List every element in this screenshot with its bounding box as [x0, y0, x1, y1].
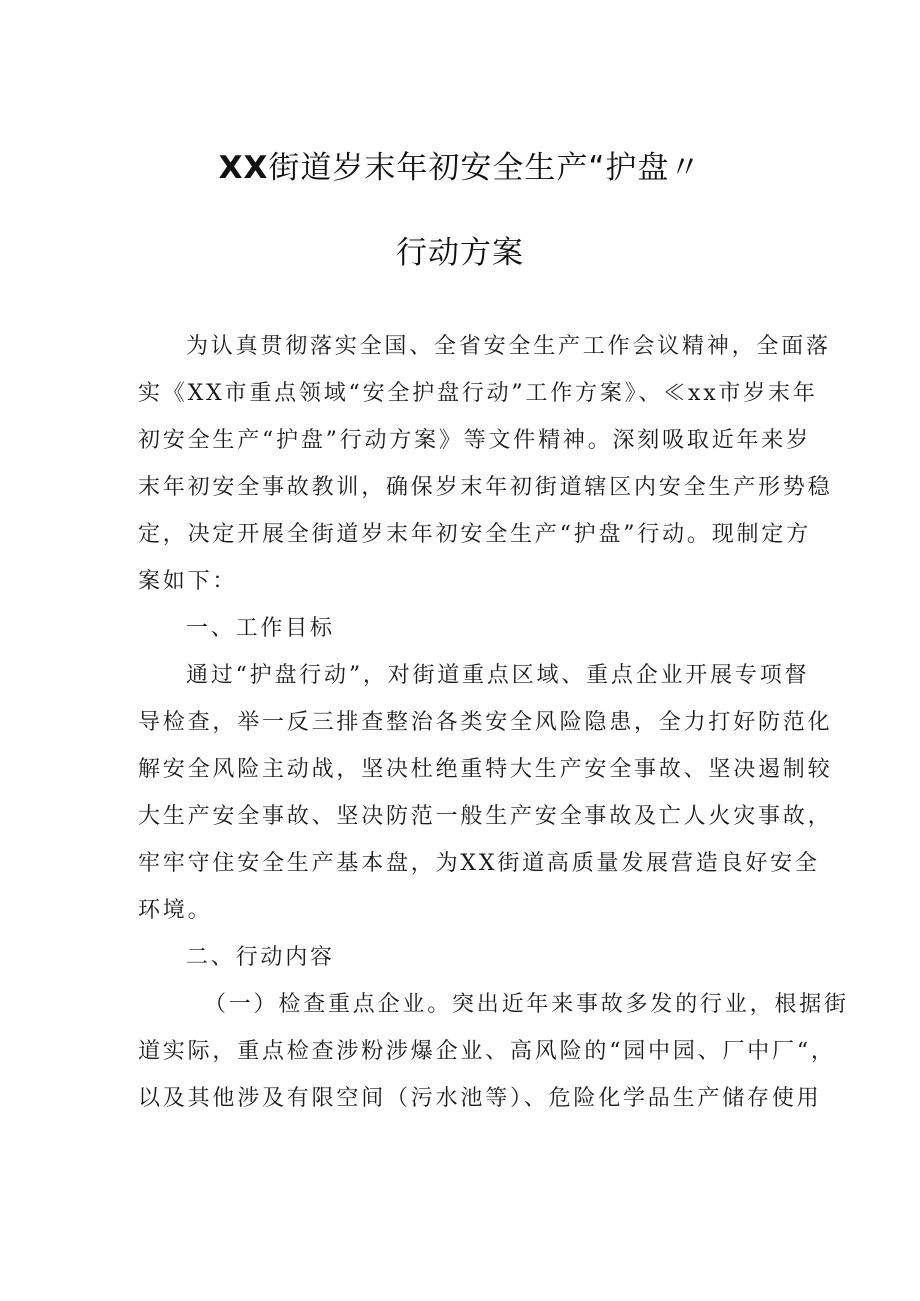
- section-heading-work-goals: 一、工作目标: [186, 616, 335, 641]
- paragraph-line: 牢牢守住安全生产基本盘，为XX街道高质量发展营造良好安全: [138, 851, 820, 876]
- document-title-line-1: [0, 142, 920, 187]
- paragraph-line: 解安全风险主动战，坚决杜绝重特大生产安全事故、坚决遏制较: [138, 757, 833, 782]
- paragraph-line: 大生产安全事故、坚决防范一般生产安全事故及亡人火灾事故，: [138, 804, 833, 829]
- title-prefix: XX: [218, 150, 269, 186]
- document-title-line-2: 行动方案: [396, 235, 524, 271]
- paragraph-line: 实《XX市重点领域“安全护盘行动”工作方案》、≪xx市岁末年: [138, 381, 818, 406]
- paragraph-line: （一）检查重点企业。突出近年来事故多发的行业，根据街: [204, 992, 849, 1017]
- section-heading-action-content: 二、行动内容: [186, 945, 335, 970]
- title-rest: 街道岁末年初安全生产“护盘〃: [268, 150, 702, 186]
- paragraph-line: 以及其他涉及有限空间（污水池等）、危险化学品生产储存使用: [138, 1086, 822, 1111]
- paragraph-line: 环境。: [138, 898, 213, 923]
- paragraph-line: 通过“护盘行动”，对街道重点区域、重点企业开展专项督: [186, 663, 810, 688]
- paragraph-line: 导检查，举一反三排查整治各类安全风险隐患，全力打好防范化: [138, 710, 833, 735]
- paragraph-line: 为认真贯彻落实全国、全省安全生产工作会议精神，全面落: [186, 334, 831, 359]
- paragraph-line: 定，决定开展全街道岁末年初安全生产“护盘”行动。现制定方: [138, 522, 811, 547]
- paragraph-line: 末年初安全事故教训，确保岁末年初街道辖区内安全生产形势稳: [138, 475, 833, 500]
- paragraph-line: 案如下：: [138, 569, 238, 594]
- paragraph-line: 初安全生产“护盘”行动方案》等文件精神。深刻吸取近年来岁: [138, 428, 811, 453]
- paragraph-line: 道实际，重点检查涉粉涉爆企业、高风险的“园中园、厂中厂“，: [138, 1039, 836, 1064]
- document-body: [138, 323, 849, 1122]
